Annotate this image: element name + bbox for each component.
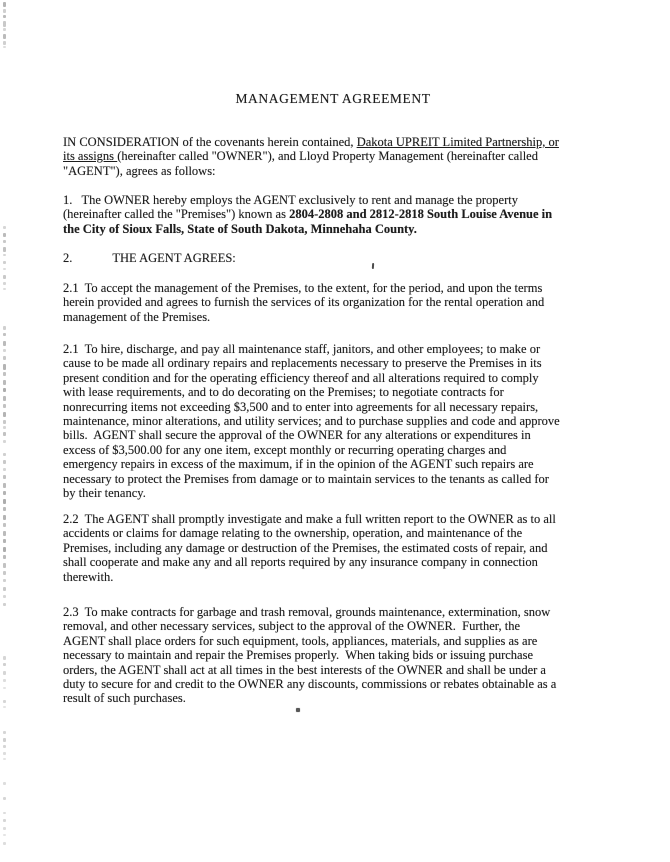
text-segment: "AGENT"), agrees as follows:: [63, 163, 216, 178]
scan-dash: [3, 731, 6, 734]
scan-dash: [3, 412, 6, 417]
heading-2-agent-agrees: [63, 251, 643, 265]
text-segment: cause to be made all ordinary repairs and replacements necessary to preserve the Premises in its: [63, 356, 542, 371]
scan-dash: [3, 547, 6, 552]
scan-dash: [3, 426, 6, 429]
scan-dash: [3, 499, 6, 504]
scan-dash: [3, 687, 6, 689]
text-segment: 2.: [63, 251, 73, 265]
scan-dash: [3, 752, 6, 755]
text-line: [63, 663, 643, 677]
scan-dash: [3, 226, 6, 229]
scan-dash: [3, 595, 6, 598]
scan-dash: [3, 782, 6, 785]
text-segment: removal, and other necessary services, subject to the approval of the OWNER. Further, the: [63, 619, 520, 634]
text-line: [63, 371, 643, 385]
text-segment: 2.3 To make contracts for garbage and trash removal, grounds maintenance, extermination, snow: [63, 605, 551, 619]
scan-dash: [3, 261, 6, 264]
scan-dash: [3, 671, 6, 675]
text-line: [63, 356, 643, 370]
text-segment: duty to secure for and credit to the OWNER any discounts, commissions or rebates obtainable as a: [63, 676, 557, 691]
text-segment: IN CONSIDERATION of the covenants herein contained,: [63, 135, 357, 149]
scan-dash: [3, 268, 6, 270]
scan-dash: [3, 507, 6, 511]
clause-2-3-contracts-services: [63, 605, 643, 706]
text-line: [63, 251, 643, 265]
scan-dash: [3, 656, 6, 660]
text-segment: THE AGENT AGREES:: [112, 251, 236, 265]
text-line: [63, 428, 643, 442]
text-line: [63, 648, 643, 662]
scan-dash: [3, 663, 6, 666]
text-segment: therewith.: [63, 569, 114, 584]
text-line: [63, 677, 643, 691]
text-segment: by their tenancy.: [63, 485, 146, 500]
clause-2-2-investigate-report: [63, 512, 643, 584]
text-segment: 2.1 To hire, discharge, and pay all maintenance staff, janitors, and other employees; to make or: [63, 342, 541, 356]
scan-dash: [3, 834, 6, 836]
text-segment: nonrecurring items not exceeding $3,500 and to enter into agreements for all necessary repairs,: [63, 399, 539, 414]
scan-dash: [3, 21, 6, 27]
scan-dash: [3, 491, 6, 495]
consideration-clause: [63, 135, 643, 178]
text-line: [63, 149, 643, 163]
text-line: [63, 414, 643, 428]
text-line: [63, 400, 643, 414]
text-segment: (hereinafter called "OWNER"), and Lloyd Property Management (hereinafter called: [117, 149, 538, 164]
text-segment: AGENT shall place orders for such equipment, tools, appliances, materials, and supplies as are: [63, 633, 538, 648]
text-line: [63, 619, 643, 633]
text-line: [63, 193, 643, 207]
text-line: [63, 526, 643, 540]
scan-dash: [3, 531, 6, 536]
scan-dash: [3, 483, 6, 488]
text-segment: with lease requirements, and to do decorating on the Premises; to negotiate contracts for: [63, 385, 504, 400]
text-line: [63, 512, 643, 526]
scan-dash: [3, 827, 6, 830]
text-line: [63, 691, 643, 705]
text-segment: emergency repairs in excess of the maximum, if in the opinion of the AGENT such repairs are: [63, 457, 534, 472]
scan-dash: [3, 333, 6, 336]
scan-dash: [3, 349, 6, 352]
scan-dash: [3, 745, 6, 748]
scan-dash: [3, 758, 6, 760]
text-line: [63, 486, 643, 500]
scan-dash: [3, 372, 6, 376]
scan-dash: [3, 28, 6, 31]
scan-dash: [3, 282, 6, 285]
text-line: [63, 310, 643, 324]
text-segment: excess of $3,500.00 for any one item, except monthly or recurring operating charges and: [63, 442, 507, 457]
scan-dash: [3, 432, 6, 436]
scan-dash: [3, 539, 6, 543]
text-line: [63, 164, 643, 178]
scan-dash: [3, 523, 6, 527]
scan-dash: [3, 288, 6, 290]
text-line: [63, 342, 643, 356]
scan-dash: [3, 797, 6, 800]
scan-dash: [3, 275, 6, 279]
text-segment: 2804-2808 and 2812-2818 South Louise Avenue in: [289, 207, 553, 222]
scan-dash: [3, 468, 6, 471]
scan-dash: [3, 420, 6, 424]
scan-dash: [3, 46, 6, 48]
document-title: MANAGEMENT AGREEMENT: [235, 91, 431, 106]
scan-dash: [3, 563, 6, 568]
scan-dash: [3, 579, 6, 582]
scan-dash: [3, 356, 6, 360]
scan-speck: [296, 708, 300, 712]
scan-dash: [3, 440, 6, 443]
text-segment: 2.2 The AGENT shall promptly investigate and make a full written report to the OWNER as to all: [63, 512, 556, 526]
text-line: [63, 605, 643, 619]
text-segment: orders, the AGENT shall act at all times in the best interests of the OWNER and shall be under a: [63, 662, 546, 677]
scan-dash: [3, 388, 6, 392]
text-line: [63, 135, 643, 149]
scan-dash: [3, 2, 6, 7]
scan-dash: [3, 247, 6, 252]
scan-dash: [3, 819, 6, 822]
scan-dash: [3, 453, 6, 456]
scan-dash: [3, 460, 6, 464]
text-segment: accidents or claims for damage relating to the ownership, operation, and maintenance of the: [63, 526, 523, 541]
scan-dash: [3, 812, 6, 814]
text-segment: present condition and for the operating efficiency thereof and all alterations required to comply: [63, 370, 539, 385]
text-line: [63, 222, 643, 236]
text-line: [63, 541, 643, 555]
text-line: [63, 295, 643, 309]
scan-dash: [3, 41, 6, 45]
scan-dash: [3, 326, 6, 330]
text-segment: necessary to protect the Premises from damage or to maintain services to the tenants as called for: [63, 471, 549, 486]
text-segment: its assigns: [63, 149, 118, 164]
text-segment: (hereinafter called the "Premises") known as: [63, 207, 290, 222]
text-line: [63, 207, 643, 221]
scan-dash: [3, 515, 6, 520]
text-segment: result of such purchases.: [63, 691, 186, 706]
scan-dash: [3, 380, 6, 385]
text-line: [63, 385, 643, 399]
scan-dash: [3, 603, 6, 606]
scan-dash: [3, 364, 6, 370]
scan-dash: [3, 396, 6, 401]
scan-dash: [3, 679, 6, 682]
clause-1-employment: [63, 193, 643, 236]
text-segment: 1. The OWNER hereby employs the AGENT exclusively to rent and manage the property: [63, 193, 518, 207]
text-line: [63, 281, 643, 295]
text-line: [63, 570, 643, 584]
scan-dash: [3, 34, 6, 39]
text-segment: herein provided and agrees to furnish the services of its organization for the rental operation and: [63, 295, 545, 310]
text-segment: the City of Sioux Falls, State of South Dakota, Minnehaha County.: [63, 221, 417, 236]
text-segment: management of the Premises.: [63, 309, 211, 324]
scan-dash: [3, 15, 6, 18]
scan-dash: [3, 475, 6, 479]
text-line: [63, 443, 643, 457]
text-segment: bills. AGENT shall secure the approval of the OWNER for any alterations or expenditures in: [63, 428, 531, 443]
text-segment: Dakota UPREIT Limited Partnership, or: [356, 135, 559, 149]
scan-dash: [3, 587, 6, 591]
text-segment: necessary to maintain and repair the Premises properly. When taking bids or issuing purchase: [63, 648, 534, 663]
scan-edge-artifacts: [0, 0, 10, 862]
scan-dash: [3, 842, 6, 845]
scan-dash: [3, 240, 6, 243]
scan-dash: [3, 555, 6, 559]
scan-speck: [372, 263, 374, 269]
text-segment: maintenance, minor alterations, and utility services; and to purchase supplies and code and approve: [63, 413, 560, 428]
scan-dash: [3, 700, 6, 703]
clause-2-1-hire-repairs: [63, 342, 643, 500]
clause-2-1-accept-management: [63, 281, 643, 324]
text-line: [63, 555, 643, 569]
text-segment: 2.1 To accept the management of the Premises, to the extent, for the period, and upon the terms: [63, 281, 543, 295]
text-segment: shall cooperate and make any and all reports required by any insurance company in connection: [63, 555, 538, 570]
scan-dash: [3, 404, 6, 408]
text-segment: Premises, including any damage or destruction of the Premises, the estimated costs of repair, and: [63, 540, 548, 555]
scan-dash: [3, 738, 6, 742]
text-line: [63, 457, 643, 471]
text-line: [63, 634, 643, 648]
scan-dash: [3, 254, 6, 256]
text-line: [63, 472, 643, 486]
scan-dash: [3, 9, 6, 13]
scan-dash: [3, 706, 6, 708]
scan-dash: [3, 341, 6, 346]
scan-dash: [3, 233, 6, 237]
scan-dash: [3, 571, 6, 575]
